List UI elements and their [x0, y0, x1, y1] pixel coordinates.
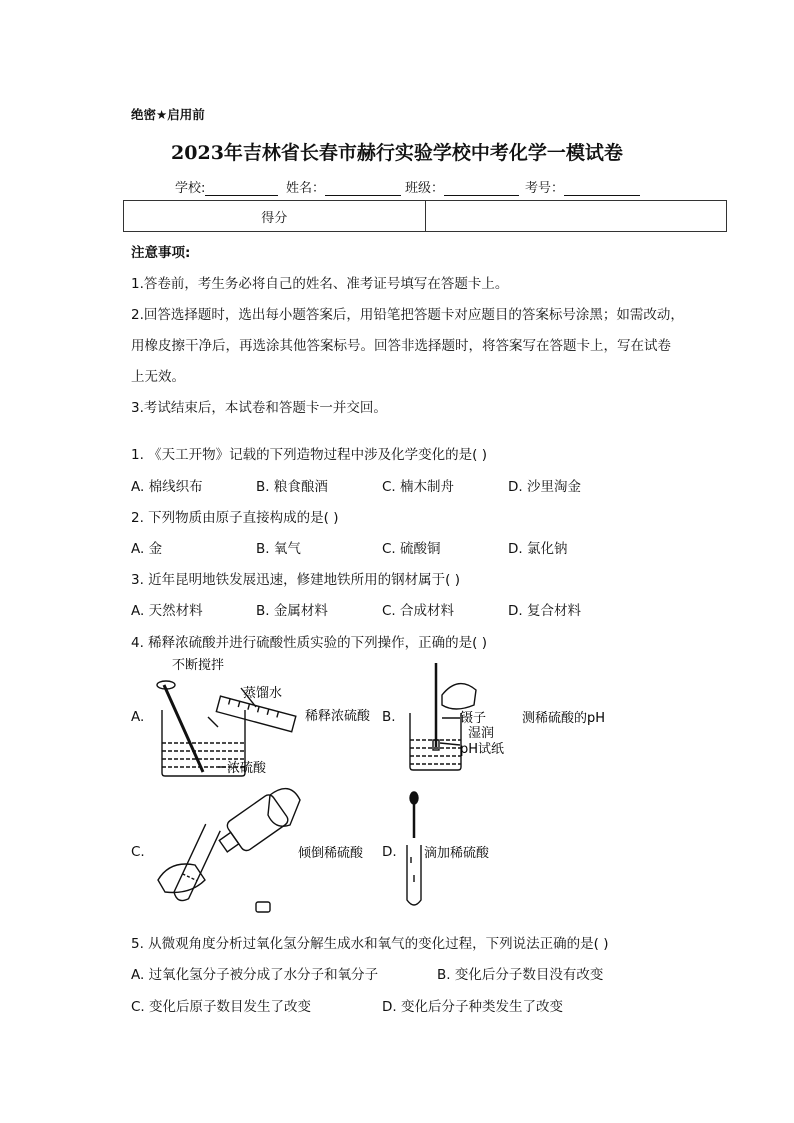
option-d: D. 沙里淘金: [508, 479, 581, 495]
class-field: [405, 177, 519, 196]
question-stem: 2. 下列物质由原子直接构成的是( ): [131, 510, 339, 526]
dropper-icon: [410, 792, 418, 838]
test-tube-icon: [172, 824, 220, 903]
option-d: D. 氯化钠: [508, 541, 568, 557]
hand-icon: [442, 684, 476, 709]
hand-icon: [268, 789, 300, 827]
option-b: B. 氧气: [256, 541, 301, 557]
notice-item: 上无效。: [131, 369, 185, 385]
exam-title: 2023年吉林省长春市赫行实验学校中考化学一模试卷: [171, 142, 623, 164]
notice-item: 用橡皮擦干净后，再选涂其他答案标号。回答非选择题时，将答案写在答题卡上，写在试卷: [131, 338, 671, 354]
label-dilute: 稀释浓硫酸: [305, 709, 371, 724]
exam-number-label: 考号：: [525, 181, 565, 196]
option-b: B. 金属材料: [256, 603, 328, 619]
notice-item: 1.答卷前，考生务必将自己的姓名、准考证号填写在答题卡上。: [131, 276, 509, 292]
figure-c-pouring: [150, 780, 380, 920]
question-stem: 4. 稀释浓硫酸并进行硫酸性质实验的下列操作，正确的是( ): [131, 635, 487, 651]
option-d: D. 变化后分子种类发生了改变: [382, 999, 563, 1015]
label-add-acid: 滴加稀硫酸: [424, 846, 490, 861]
notice-heading: 注意事项:: [131, 245, 191, 261]
option-c: C. 楠木制舟: [382, 479, 455, 495]
score-label: 得分: [124, 201, 426, 232]
label-stir: 不断搅拌: [172, 658, 225, 673]
label-distilled-water: 蒸馏水: [243, 686, 283, 701]
option-a: A. 棉线织布: [131, 479, 203, 495]
confidential-mark: 绝密★启用前: [131, 107, 205, 122]
label-pour: 倾倒稀硫酸: [298, 846, 364, 861]
option-c: C.: [131, 844, 145, 860]
bottle-stopper-icon: [256, 902, 270, 912]
option-b: B.: [382, 709, 396, 725]
class-blank: [444, 181, 519, 196]
option-b: B. 粮食酿酒: [256, 479, 328, 495]
class-label: 班级：: [405, 181, 445, 196]
figure-a-dilution: [148, 655, 388, 780]
graduated-cylinder-icon: [216, 696, 295, 732]
option-d: D. 复合材料: [508, 603, 581, 619]
reagent-bottle-icon: [214, 793, 291, 861]
school-label: 学校:: [175, 181, 206, 196]
label-moist: 湿润: [468, 726, 495, 741]
score-table: [123, 200, 727, 232]
figure-b-ph-test: [400, 655, 645, 780]
option-a: A. 金: [131, 541, 163, 557]
option-c: C. 合成材料: [382, 603, 455, 619]
name-label: 姓名：: [286, 181, 326, 196]
label-tweezers: 镊子: [460, 711, 487, 726]
label-conc-acid: 浓硫酸: [227, 761, 267, 776]
notice-item: 2.回答选择题时，选出每小题答案后，用铅笔把答题卡对应题目的答案标号涂黑；如需改动，: [131, 307, 684, 323]
label-ph-paper: pH试纸: [460, 742, 505, 757]
question-stem: 3. 近年昆明地铁发展迅速，修建地铁所用的钢材属于( ): [131, 572, 460, 588]
option-c: C. 变化后原子数目发生了改变: [131, 999, 312, 1015]
option-c: C. 硫酸铜: [382, 541, 441, 557]
exam-number-blank: [564, 181, 640, 196]
option-b: B. 变化后分子数目没有改变: [437, 967, 604, 983]
school-blank: [205, 181, 278, 196]
name-field: [286, 177, 401, 196]
question-stem: 1. 《天工开物》记载的下列造物过程中涉及化学变化的是( ): [131, 447, 487, 463]
option-a: A.: [131, 709, 145, 725]
name-blank: [325, 181, 401, 196]
option-d: D.: [382, 844, 397, 860]
exam-number-field: [525, 177, 640, 196]
school-field: [175, 177, 278, 196]
label-measure-ph: 测稀硫酸的pH: [522, 711, 606, 726]
question-stem: 5. 从微观角度分析过氧化氢分解生成水和氧气的变化过程，下列说法正确的是( ): [131, 936, 609, 952]
notice-item: 3.考试结束后，本试卷和答题卡一并交回。: [131, 400, 387, 416]
score-value: [425, 201, 727, 232]
figure-d-dropper: [400, 790, 520, 915]
option-a: A. 天然材料: [131, 603, 203, 619]
option-a: A. 过氧化氢分子被分成了水分子和氧分子: [131, 967, 379, 983]
